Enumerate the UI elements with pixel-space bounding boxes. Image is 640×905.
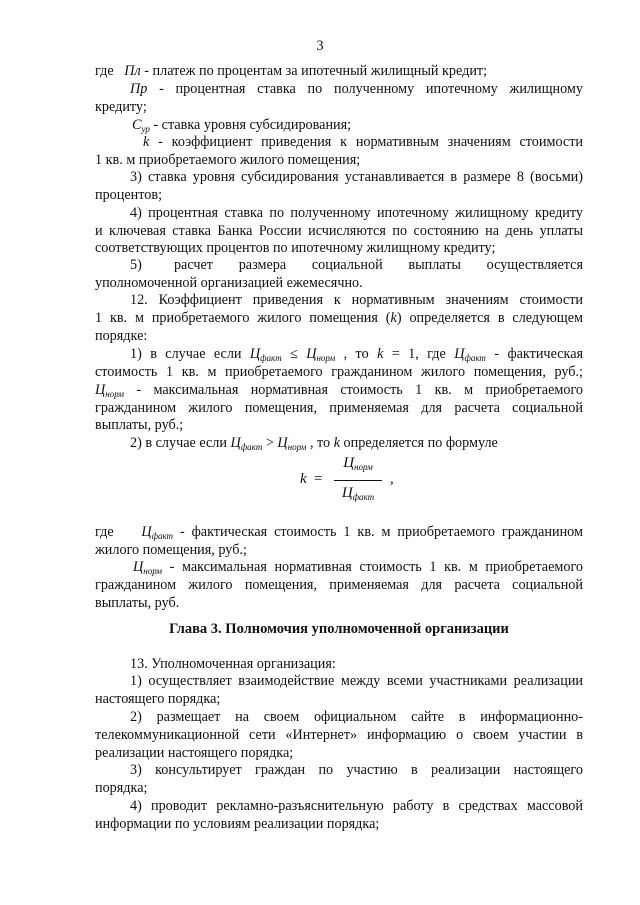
text-line: 5) расчет размера социальной выплаты осуществляется	[130, 257, 583, 273]
text-line: 1 кв. м приобретаемого жилого помещения;	[95, 152, 361, 168]
text-line: 13. Уполномоченная организация:	[130, 656, 336, 672]
text-line: 3) ставка уровня субсидирования устанавливается в размере 8 (восьми)	[130, 169, 583, 185]
text-line: $С_{ур}$ - ставка уровня субсидирования;	[132, 117, 352, 134]
page-number: 3	[316, 38, 324, 54]
text-line: выплаты, руб.	[95, 595, 180, 611]
fraction-bar	[334, 480, 382, 481]
chapter-heading: Глава 3. Полномочия уполномоченной организации	[169, 621, 509, 637]
text-line: порядка;	[95, 780, 148, 796]
text-line: уполномоченной организацией ежемесячно.	[95, 275, 363, 291]
text-line: телекоммуникационной сети «Интернет» информацию о своем участии в	[95, 727, 583, 743]
text-line: реализации настоящего порядка;	[95, 745, 294, 761]
text-line: гражданином жилого помещения, применяемая для расчета социальной	[95, 400, 583, 416]
text-line: порядке:	[95, 328, 148, 344]
text-line: 1) осуществляет взаимодействие между всеми участниками реализации	[130, 673, 583, 689]
text-line: 4) процентная ставка по полученному ипотечному жилищному кредиту	[130, 205, 583, 221]
text-line: жилого помещения, руб.;	[95, 542, 247, 558]
text-line: где Пл - платеж по процентам за ипотечный жилищный кредит;	[95, 63, 488, 79]
text-line: 2) размещает на своем официальном сайте в информационно-	[130, 709, 583, 725]
text-line: k - коэффициент приведения к нормативным значениям стоимости	[143, 134, 583, 150]
text-line: 2) в случае если $Ц_{факт} > Ц_{норм}$ , то k определяется по формуле	[130, 435, 498, 452]
formula-lhs: k	[300, 471, 307, 487]
text-line: где $Ц_{факт}$ - фактическая стоимость 1 кв. м приобретаемого гражданином	[95, 524, 583, 541]
formula-comma: ,	[390, 471, 394, 487]
formula-equals: =	[314, 471, 323, 487]
formula-k	[300, 455, 420, 505]
text-line: кредиту;	[95, 99, 147, 115]
text-line: $Ц_{норм}$ - максимальная нормативная стоимость 1 кв. м приобретаемого	[133, 559, 583, 576]
text-line: 12. Коэффициент приведения к нормативным значениям стоимости	[130, 292, 583, 308]
text-line: $Ц_{норм}$ - максимальная нормативная стоимость 1 кв. м приобретаемого	[95, 382, 583, 399]
text-line: гражданином жилого помещения, применяемая для расчета социальной	[95, 577, 583, 593]
text-line: 3) консультирует граждан по участию в реализации настоящего	[130, 762, 583, 778]
formula-denominator: $Ц_{факт}$	[341, 485, 375, 502]
text-line: стоимость 1 кв. м приобретаемого гражданином жилого помещения, руб.;	[95, 364, 583, 380]
text-line: настоящего порядка;	[95, 691, 221, 707]
text-line: 1) в случае если $Ц_{факт} \le Ц_{норм}$ , то k = 1, где $Ц_{факт}$ - фактическая	[130, 346, 584, 363]
text-line: процентов;	[95, 187, 163, 203]
text-line: и ключевая ставка Банка России исчисляются по состоянию на день уплаты	[95, 223, 583, 239]
formula-numerator: $Ц_{норм}$	[343, 455, 373, 472]
text-line: информации по условиям реализации порядка;	[95, 816, 380, 832]
text-line: соответствующих процентов по ипотечному жилищному кредиту;	[95, 240, 496, 256]
text-line: 4) проводит рекламно-разъяснительную работу в средствах массовой	[130, 798, 583, 814]
text-line: Пр - процентная ставка по полученному ипотечному жилищному	[130, 81, 583, 97]
text-line: выплаты, руб.;	[95, 417, 184, 433]
text-line: 1 кв. м приобретаемого жилого помещения (k) определяется в следующем	[95, 310, 583, 326]
